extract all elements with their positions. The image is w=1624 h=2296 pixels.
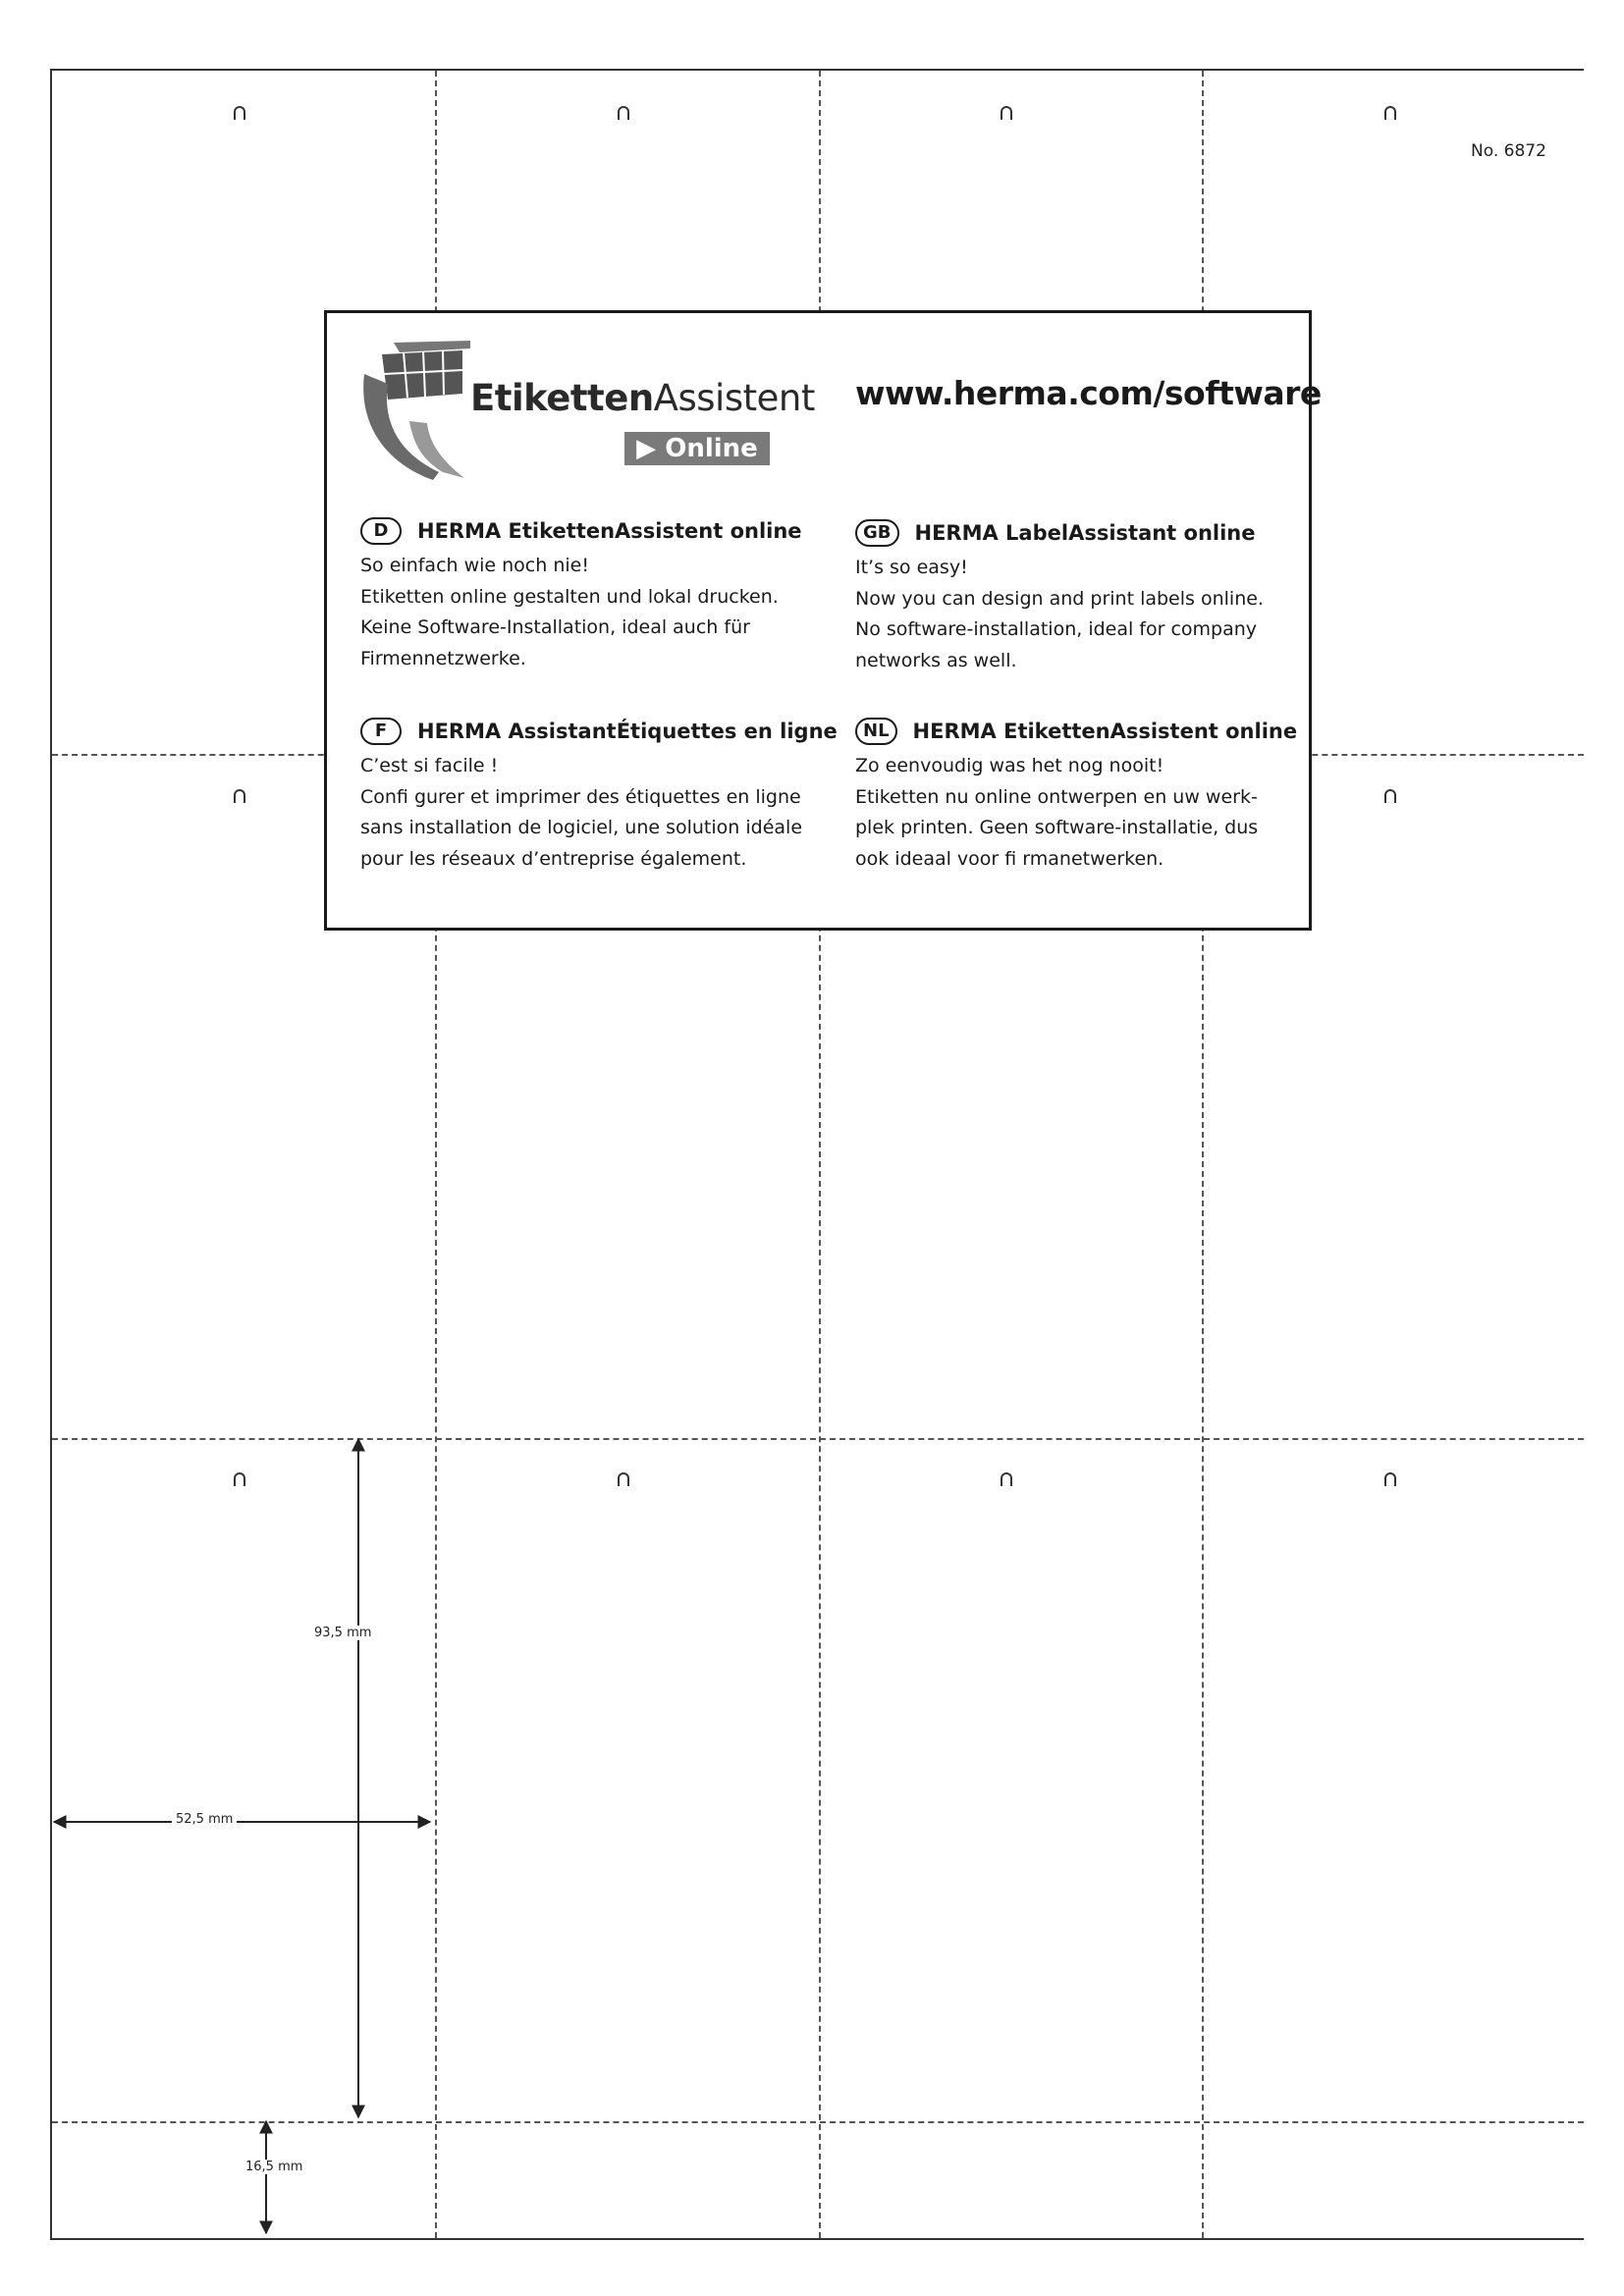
text-line: networks as well. <box>855 649 1017 671</box>
language-title: HERMA LabelAssistant online <box>914 521 1256 545</box>
text-line: C’est si facile ! <box>360 755 499 776</box>
etiketten-assistent-logo <box>354 335 815 463</box>
text-line: ook ideaal voor fi rmanetwerken. <box>855 847 1164 870</box>
language-text <box>855 553 1317 676</box>
product-number: No. 6872 <box>1471 141 1546 161</box>
language-block-dutch <box>855 716 1317 875</box>
text-line: Confi gurer et imprimer des étiquettes en ligne <box>360 785 801 808</box>
language-title: HERMA EtikettenAssistent online <box>417 519 802 543</box>
text-line: So einfach wie noch nie! <box>360 555 589 576</box>
website-link[interactable]: www.herma.com/software <box>855 374 1322 412</box>
language-heading <box>360 515 822 547</box>
logo-wordmark: EtikettenAssistent <box>470 377 815 419</box>
text-line: Now you can design and print labels online. <box>855 587 1264 610</box>
language-heading <box>855 716 1317 747</box>
language-block-english <box>855 517 1317 676</box>
language-code-badge: F <box>360 718 402 745</box>
text-line: Etiketten nu online ontwerpen en uw werk- <box>855 785 1258 808</box>
language-code-badge: D <box>360 517 402 545</box>
language-block-french <box>360 716 838 875</box>
text-line: sans installation de logiciel, une solution idéale <box>360 817 803 838</box>
language-block-german <box>360 515 822 674</box>
language-code-badge: GB <box>855 519 899 547</box>
text-line: Etiketten online gestalten und lokal drucken. <box>360 585 779 608</box>
language-text <box>855 751 1317 875</box>
language-title: HERMA EtikettenAssistent online <box>912 720 1298 743</box>
language-heading <box>360 716 838 747</box>
text-line: No software-installation, ideal for company <box>855 618 1258 640</box>
text-line: Firmennetzwerke. <box>360 647 526 669</box>
label-height-dimension: 93,5 mm <box>310 1626 375 1640</box>
text-line: Keine Software-Installation, ideal auch für <box>360 616 750 638</box>
bottom-margin-dimension: 16,5 mm <box>242 2160 306 2174</box>
software-info-box <box>324 310 1322 931</box>
text-line: pour les réseaux d’entreprise également. <box>360 847 747 870</box>
text-line: It’s so easy! <box>855 557 968 578</box>
online-badge: ▶ Online <box>624 432 770 465</box>
label-width-dimension: 52,5 mm <box>172 1812 237 1827</box>
language-code-badge: NL <box>855 718 897 745</box>
label-stack-logo-icon <box>354 335 472 482</box>
language-text <box>360 751 822 875</box>
language-text <box>360 551 822 674</box>
text-line: plek printen. Geen software-installatie, dus <box>855 817 1259 838</box>
text-line: Zo eenvoudig was het nog nooit! <box>855 755 1164 776</box>
language-heading <box>855 517 1317 549</box>
language-title: HERMA AssistantÉtiquettes en ligne <box>417 720 838 743</box>
